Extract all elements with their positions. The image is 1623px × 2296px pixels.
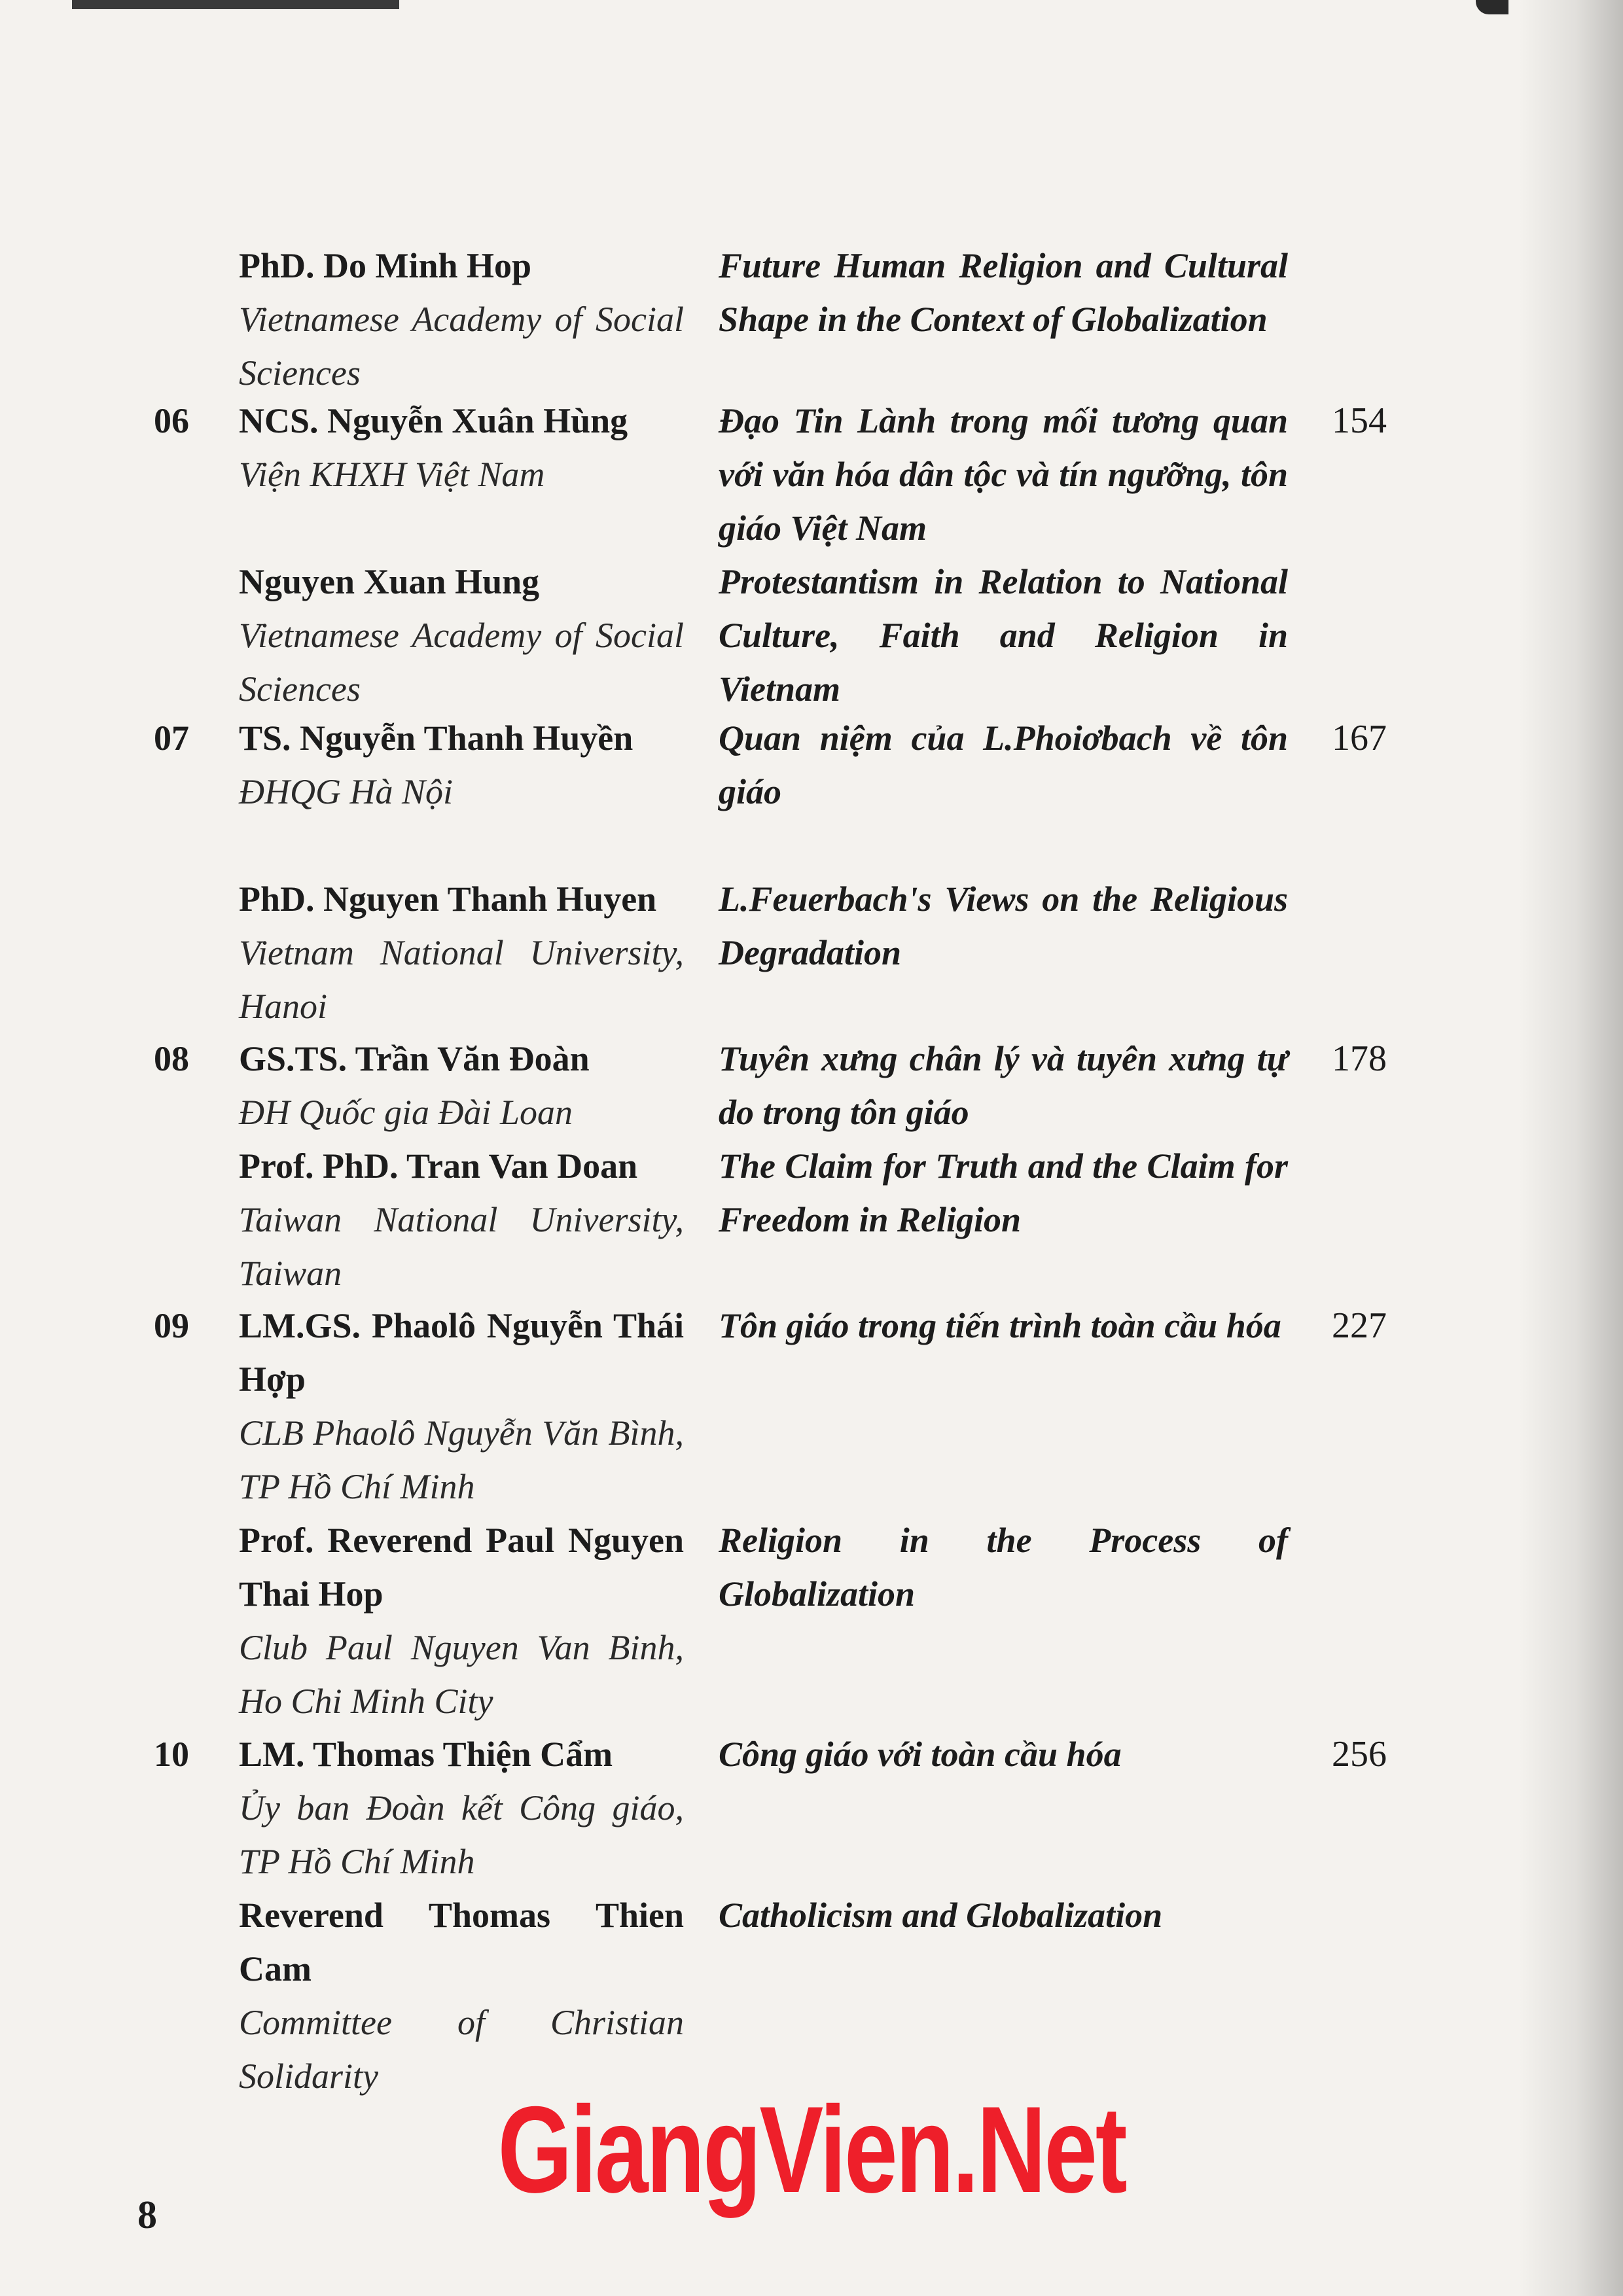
- author-block-vi: [239, 1727, 684, 1888]
- title-en: L.Feuerbach's Views on the Religious Degradation: [719, 879, 1288, 972]
- author-block-en: [239, 1888, 684, 2103]
- author-name-en: PhD. Nguyen Thanh Huyen: [239, 879, 657, 919]
- title-vi: Công giáo với toàn cầu hóa: [719, 1735, 1122, 1774]
- author-block-en: [239, 1513, 684, 1728]
- entry-number: 09: [154, 1306, 189, 1345]
- title-en: Future Human Religion and Cultural Shape in the Context of Globalization: [719, 246, 1288, 339]
- title-block-vi: [719, 1727, 1288, 1781]
- author-name-en: Reverend Thomas Thien Cam: [239, 1896, 684, 1988]
- affiliation-en: Taiwan National University, Taiwan: [239, 1200, 684, 1293]
- author-block-en: [239, 872, 684, 1033]
- title-block-en: [719, 872, 1288, 980]
- title-block-vi: [719, 1299, 1288, 1352]
- author-block-vi: [239, 1299, 684, 1513]
- author-name-vi: LM.GS. Phaolô Nguyễn Thái Hợp: [239, 1306, 684, 1399]
- author-name-vi: TS. Nguyễn Thanh Huyền: [239, 718, 633, 758]
- author-name-vi: NCS. Nguyễn Xuân Hùng: [239, 401, 628, 440]
- title-block-en: [719, 555, 1288, 716]
- title-block-en: [719, 1888, 1288, 1942]
- title-vi: Quan niệm của L.Phoiơbach về tôn giáo: [719, 718, 1288, 811]
- entry-number: 07: [154, 718, 189, 758]
- title-block-vi: [719, 1032, 1288, 1139]
- affiliation-en: Vietnam National University, Hanoi: [239, 933, 684, 1026]
- affiliation-en: Vietnamese Academy of Social Sciences: [239, 616, 684, 709]
- title-en: Protestantism in Relation to National Culture, Faith and Religion in Vietnam: [719, 562, 1288, 709]
- affiliation-vi: CLB Phaolô Nguyễn Văn Bình, TP Hồ Chí Minh: [239, 1413, 684, 1506]
- affiliation-en: Club Paul Nguyen Van Binh, Ho Chi Minh City: [239, 1628, 684, 1721]
- author-name-en: Prof. PhD. Tran Van Doan: [239, 1146, 638, 1186]
- entry-number: 06: [154, 401, 189, 440]
- scan-top-right-mark: [1476, 0, 1508, 14]
- author-name-vi: GS.TS. Trần Văn Đoàn: [239, 1039, 590, 1078]
- title-block-vi: [719, 394, 1288, 555]
- author-block-vi: [239, 1032, 684, 1139]
- scan-page-shadow: [1518, 0, 1623, 2296]
- author-block: [239, 239, 684, 400]
- entry-page-number: 256: [1332, 1734, 1387, 1775]
- title-block: [719, 239, 1288, 346]
- title-vi: Tuyên xưng chân lý và tuyên xưng tự do trong tôn giáo: [719, 1039, 1288, 1132]
- entry-page-number: 167: [1332, 718, 1387, 758]
- author-block-en: [239, 1139, 684, 1300]
- title-en: Catholicism and Globalization: [719, 1896, 1163, 1935]
- affiliation-en: Committee of Christian Solidarity: [239, 2003, 684, 2096]
- entry-number: 10: [154, 1735, 189, 1774]
- title-en: The Claim for Truth and the Claim for Freedom in Religion: [719, 1146, 1288, 1239]
- entry-page-number: 178: [1332, 1038, 1387, 1079]
- author-name-en: Prof. Reverend Paul Nguyen Thai Hop: [239, 1521, 684, 1614]
- title-block-en: [719, 1139, 1288, 1246]
- title-block-vi: [719, 711, 1288, 819]
- title-block-en: [719, 1513, 1288, 1621]
- entry-page-number: 227: [1332, 1305, 1387, 1346]
- author-block-vi: [239, 394, 684, 501]
- affiliation-vi: ĐHQG Hà Nội: [239, 772, 454, 811]
- affiliation-vi: Ủy ban Đoàn kết Công giáo, TP Hồ Chí Minh: [239, 1788, 684, 1881]
- author-name-vi: LM. Thomas Thiện Cẩm: [239, 1735, 613, 1774]
- title-vi: Tôn giáo trong tiến trình toàn cầu hóa: [719, 1306, 1281, 1345]
- watermark-text: GiangVien.Net: [497, 2081, 1126, 2218]
- title-vi: Đạo Tin Lành trong mối tương quan với văn hóa dân tộc và tín ngưỡng, tôn giáo Việt Nam: [719, 401, 1288, 548]
- author-block-en: [239, 555, 684, 716]
- author-name-en: Nguyen Xuan Hung: [239, 562, 540, 601]
- entry-number: 08: [154, 1039, 189, 1078]
- affiliation-vi: ĐH Quốc gia Đài Loan: [239, 1093, 573, 1132]
- entry-page-number: 154: [1332, 400, 1387, 441]
- author-name-en: PhD. Do Minh Hop: [239, 246, 532, 285]
- page-number: 8: [137, 2193, 157, 2236]
- affiliation-en: Vietnamese Academy of Social Sciences: [239, 300, 684, 393]
- title-en: Religion in the Process of Globalization: [719, 1521, 1288, 1614]
- scan-top-edge: [72, 0, 399, 9]
- author-block-vi: [239, 711, 684, 819]
- affiliation-vi: Viện KHXH Việt Nam: [239, 455, 545, 494]
